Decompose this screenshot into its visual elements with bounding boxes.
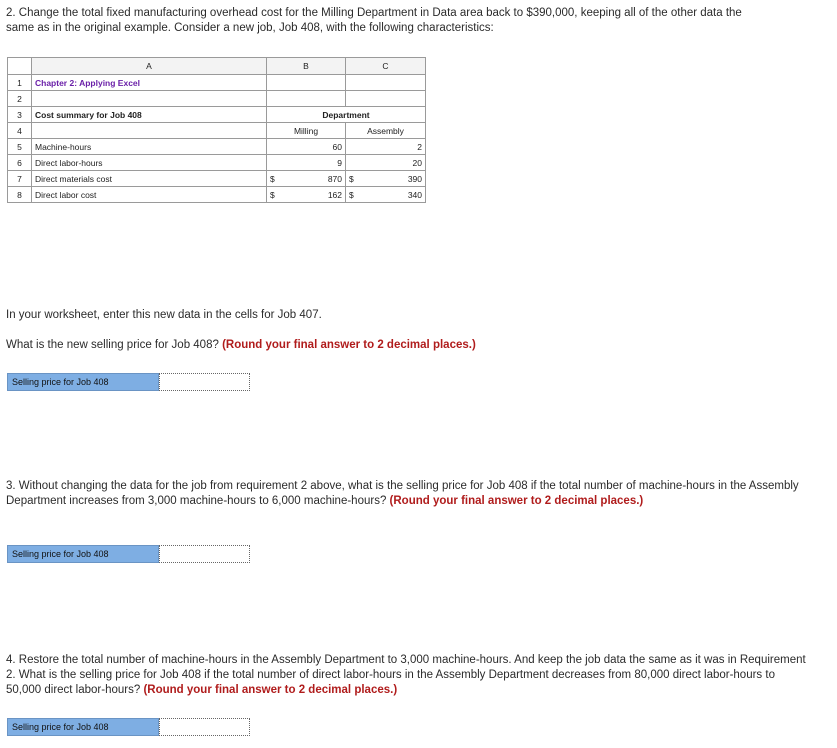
cell-c1	[346, 75, 426, 91]
assembly-value-cell	[346, 155, 426, 171]
milling-value: 870	[327, 173, 342, 184]
column-header-a: A	[32, 58, 267, 75]
cell-b1	[267, 75, 346, 91]
requirement-4-body: 4. Restore the total number of machine-hours in the Assembly Department to 3,000 machine-hours. And keep the job data the same as it was in Requirement 2. What is the selling price for Job 408 if the total number of direct labor-hours in the Assembly Department decreases from 80,000 direct labor-hours to 50,000 direct labor-hours?	[6, 654, 806, 696]
row-number: 4	[8, 123, 32, 139]
requirement-4-note: (Round your final answer to 2 decimal places.)	[143, 684, 398, 696]
row-number: 1	[8, 75, 32, 91]
milling-value: 162	[327, 189, 342, 200]
selling-price-input-req3[interactable]	[159, 545, 250, 563]
cell-b2	[267, 91, 346, 107]
corner-cell	[8, 58, 32, 75]
question-2-note: (Round your final answer to 2 decimal places.)	[222, 339, 476, 351]
currency-symbol: $	[270, 189, 275, 200]
question-2-body: What is the new selling price for Job 408?	[6, 339, 219, 351]
assembly-value: 20	[412, 157, 422, 168]
row-label: Machine-hours	[32, 139, 267, 155]
row-number: 2	[8, 91, 32, 107]
assembly-value-cell	[346, 139, 426, 155]
milling-value-cell	[267, 155, 346, 171]
milling-value-cell	[267, 171, 346, 187]
requirement-2-text	[6, 6, 766, 36]
instruction-text: In your worksheet, enter this new data in the cells for Job 407.	[6, 309, 322, 321]
requirement-3-body: 3. Without changing the data for the job from requirement 2 above, what is the selling price for Job 408 if the total number of machine-hours in the Assembly Department increases from 3,000 machine-hours to 6,000 machine-hours?	[6, 480, 799, 507]
row-label: Direct labor cost	[32, 187, 267, 203]
milling-value: 9	[337, 157, 342, 168]
row-number: 6	[8, 155, 32, 171]
selling-price-input-req4[interactable]	[159, 718, 250, 736]
answer-row-req4	[7, 718, 250, 736]
currency-symbol: $	[349, 173, 354, 184]
assembly-value: 2	[417, 141, 422, 152]
row-number: 7	[8, 171, 32, 187]
milling-header: Milling	[267, 123, 346, 139]
assembly-value-cell	[346, 187, 426, 203]
answer-row-req2	[7, 373, 250, 391]
answer-label: Selling price for Job 408	[7, 545, 159, 563]
sheet-title: Chapter 2: Applying Excel	[32, 75, 267, 91]
requirement-2-body: 2. Change the total fixed manufacturing overhead cost for the Milling Department in Data area back to $390,000, keeping all of the other data the same as in the original example. Consider a new job, Job 408, with the following characteristics:	[6, 7, 742, 34]
currency-symbol: $	[349, 189, 354, 200]
job-408-spreadsheet	[7, 57, 426, 203]
milling-value-cell	[267, 139, 346, 155]
assembly-value: 390	[407, 173, 422, 184]
row-number: 8	[8, 187, 32, 203]
column-header-c: C	[346, 58, 426, 75]
row-number: 3	[8, 107, 32, 123]
row-label: Direct labor-hours	[32, 155, 267, 171]
currency-symbol: $	[270, 173, 275, 184]
column-header-b: B	[267, 58, 346, 75]
requirement-3-text	[6, 479, 806, 509]
answer-row-req3	[7, 545, 250, 563]
answer-label: Selling price for Job 408	[7, 373, 159, 391]
question-2-text	[6, 338, 476, 353]
requirement-4-text	[6, 653, 806, 698]
answer-label: Selling price for Job 408	[7, 718, 159, 736]
assembly-value-cell	[346, 171, 426, 187]
cell-c2	[346, 91, 426, 107]
requirement-3-note: (Round your final answer to 2 decimal places.)	[389, 495, 644, 507]
assembly-header: Assembly	[346, 123, 426, 139]
row-number: 5	[8, 139, 32, 155]
milling-value: 60	[332, 141, 342, 152]
department-header: Department	[267, 107, 426, 123]
milling-value-cell	[267, 187, 346, 203]
selling-price-input-req2[interactable]	[159, 373, 250, 391]
cell-a4	[32, 123, 267, 139]
assembly-value: 340	[407, 189, 422, 200]
cost-summary-label: Cost summary for Job 408	[32, 107, 267, 123]
row-label: Direct materials cost	[32, 171, 267, 187]
cell-a2	[32, 91, 267, 107]
